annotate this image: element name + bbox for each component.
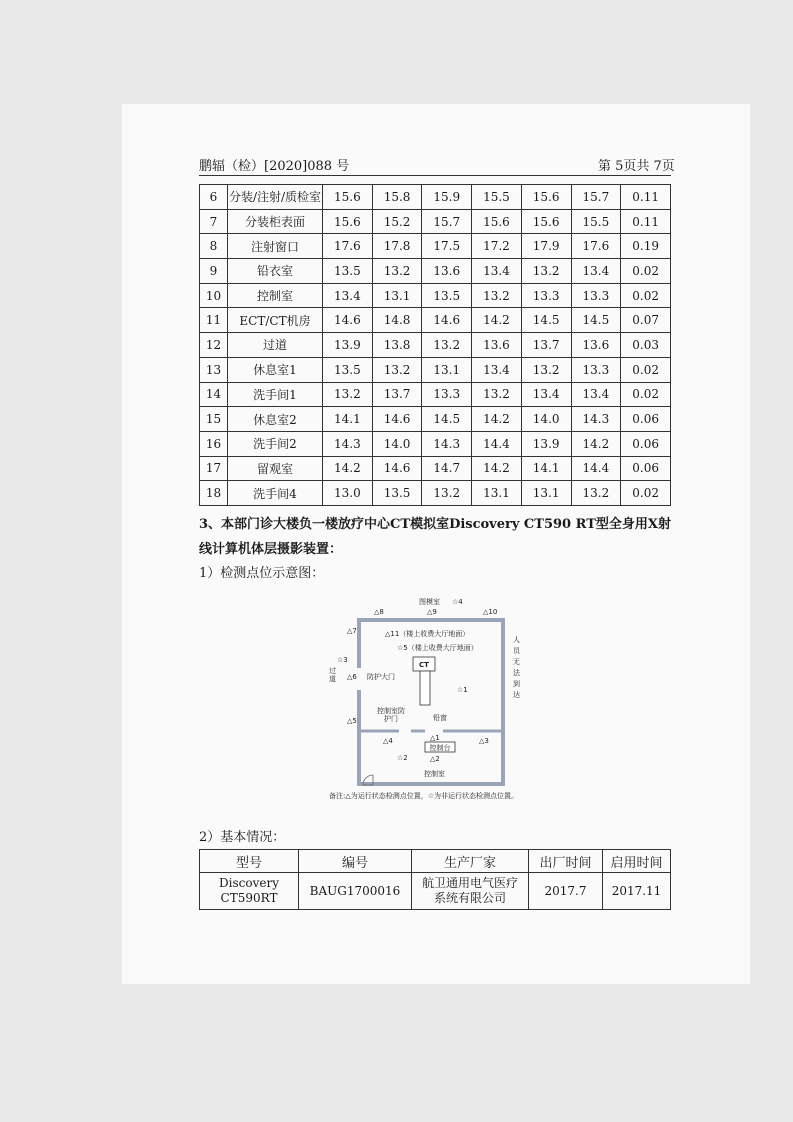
model-line-2: CT590RT (220, 891, 278, 905)
value-cell: 17.5 (422, 234, 472, 259)
cell-serial: BAUG1700016 (299, 873, 412, 910)
value-cell: 15.9 (422, 185, 472, 210)
value-cell: 13.1 (521, 481, 571, 506)
value-cell: 13.1 (372, 283, 422, 308)
point-p2: △2 (430, 755, 440, 763)
value-cell: 13.1 (472, 481, 522, 506)
value-cell: 13.3 (571, 357, 621, 382)
value-cell: 0.02 (621, 259, 671, 284)
unreachable-label: 人员无法到达 (513, 636, 520, 699)
table-row (200, 308, 671, 333)
value-cell: 14.2 (472, 308, 522, 333)
location-cell: 过道 (228, 333, 323, 358)
value-cell: 13.2 (372, 259, 422, 284)
value-cell: 17.2 (472, 234, 522, 259)
value-cell: 0.02 (621, 382, 671, 407)
point-p5: △5 (347, 717, 357, 725)
value-cell: 13.4 (571, 382, 621, 407)
location-cell: 铅衣室 (228, 259, 323, 284)
cell-model (200, 873, 299, 910)
protect-door-label: 防护大门 (367, 673, 395, 681)
row-number: 15 (200, 407, 228, 432)
value-cell: 13.2 (372, 357, 422, 382)
row-number: 18 (200, 481, 228, 506)
model-line-1: Discovery (219, 876, 279, 890)
value-cell: 13.2 (323, 382, 373, 407)
value-cell: 17.9 (521, 234, 571, 259)
value-cell: 13.8 (372, 333, 422, 358)
row-number: 16 (200, 431, 228, 456)
value-cell: 13.3 (571, 283, 621, 308)
location-cell: 分装/注射/质检室 (228, 185, 323, 210)
value-cell: 14.2 (472, 407, 522, 432)
point-p1: △1 (430, 734, 440, 742)
corridor-label: 过道 (329, 667, 336, 683)
value-cell: 14.5 (521, 308, 571, 333)
point-s5: ☆5（楼上收费大厅地面） (397, 644, 478, 652)
value-cell: 14.0 (372, 431, 422, 456)
measurement-table (199, 184, 671, 506)
value-cell: 0.07 (621, 308, 671, 333)
value-cell: 13.9 (521, 431, 571, 456)
location-cell: 注射窗口 (228, 234, 323, 259)
value-cell: 14.3 (323, 431, 373, 456)
ct-couch (420, 671, 430, 705)
header-made: 出厂时间 (529, 850, 603, 873)
top-room-label: 图模室 (419, 598, 440, 606)
value-cell: 0.02 (621, 357, 671, 382)
table-row (200, 259, 671, 284)
diagram-note: 备注:△为运行状态检测点位置，☆为非运行状态检测点位置。 (329, 792, 519, 800)
location-cell: 控制室 (228, 283, 323, 308)
value-cell: 13.1 (422, 357, 472, 382)
table-row (200, 357, 671, 382)
left-label-box (329, 667, 339, 717)
row-number: 11 (200, 308, 228, 333)
value-cell: 15.7 (422, 209, 472, 234)
value-cell: 15.6 (521, 209, 571, 234)
value-cell: 17.6 (323, 234, 373, 259)
table-row (200, 407, 671, 432)
row-number: 9 (200, 259, 228, 284)
location-cell: 留观室 (228, 456, 323, 481)
value-cell: 14.0 (521, 407, 571, 432)
value-cell: 13.2 (422, 481, 472, 506)
table-row (200, 382, 671, 407)
value-cell: 0.11 (621, 209, 671, 234)
value-cell: 14.6 (372, 407, 422, 432)
table-row (200, 481, 671, 506)
basic-header-row (200, 850, 671, 873)
header-serial: 编号 (299, 850, 412, 873)
value-cell: 14.6 (372, 456, 422, 481)
header-divider (199, 175, 671, 176)
cell-made: 2017.7 (529, 873, 603, 910)
header-maker: 生产厂家 (412, 850, 529, 873)
value-cell: 13.4 (323, 283, 373, 308)
value-cell: 15.6 (323, 209, 373, 234)
detection-point-diagram (327, 595, 557, 805)
value-cell: 13.3 (422, 382, 472, 407)
value-cell: 0.06 (621, 431, 671, 456)
lead-window-label: 铅窗 (433, 714, 447, 722)
value-cell: 13.2 (571, 481, 621, 506)
value-cell: 13.0 (323, 481, 373, 506)
basic-data-row (200, 873, 671, 910)
value-cell: 17.6 (571, 234, 621, 259)
value-cell: 14.2 (472, 456, 522, 481)
value-cell: 14.2 (323, 456, 373, 481)
value-cell: 15.5 (571, 209, 621, 234)
point-p4: △4 (383, 737, 393, 745)
value-cell: 13.4 (521, 382, 571, 407)
page-indicator: 第 5页共 7页 (598, 159, 675, 174)
value-cell: 13.2 (472, 283, 522, 308)
value-cell: 17.8 (372, 234, 422, 259)
value-cell: 13.2 (472, 382, 522, 407)
value-cell: 0.06 (621, 407, 671, 432)
location-cell: 休息室2 (228, 407, 323, 432)
value-cell: 0.03 (621, 333, 671, 358)
subsection-1-heading: 1）检测点位示意图： (199, 566, 325, 581)
point-s2: ☆2 (397, 754, 408, 762)
value-cell: 14.4 (472, 431, 522, 456)
value-cell: 14.5 (422, 407, 472, 432)
point-s3: ☆3 (337, 656, 348, 664)
point-p3: △3 (479, 737, 489, 745)
value-cell: 13.5 (422, 283, 472, 308)
control-room-label: 控制室 (424, 770, 445, 778)
value-cell: 0.02 (621, 283, 671, 308)
location-cell: 分装柜表面 (228, 209, 323, 234)
location-cell: 洗手间1 (228, 382, 323, 407)
header-model: 型号 (200, 850, 299, 873)
value-cell: 15.5 (472, 185, 522, 210)
value-cell: 13.2 (521, 259, 571, 284)
value-cell: 13.6 (472, 333, 522, 358)
table-row (200, 185, 671, 210)
table-row (200, 234, 671, 259)
location-cell: 洗手间2 (228, 431, 323, 456)
cell-enabled: 2017.11 (603, 873, 671, 910)
value-cell: 15.6 (472, 209, 522, 234)
cell-maker (412, 873, 529, 910)
value-cell: 14.3 (571, 407, 621, 432)
location-cell: ECT/CT机房 (228, 308, 323, 333)
value-cell: 14.5 (571, 308, 621, 333)
location-cell: 休息室1 (228, 357, 323, 382)
value-cell: 14.3 (422, 431, 472, 456)
value-cell: 13.5 (372, 481, 422, 506)
point-s1: ☆1 (457, 686, 468, 694)
point-p9: △9 (427, 608, 437, 616)
value-cell: 13.5 (323, 357, 373, 382)
value-cell: 15.2 (372, 209, 422, 234)
point-p10: △10 (483, 608, 498, 616)
value-cell: 13.6 (422, 259, 472, 284)
value-cell: 13.4 (472, 259, 522, 284)
protect-door-gap (357, 668, 361, 690)
row-number: 17 (200, 456, 228, 481)
control-door-label-box (374, 707, 408, 729)
value-cell: 15.6 (521, 185, 571, 210)
location-cell: 洗手间4 (228, 481, 323, 506)
value-cell: 15.7 (571, 185, 621, 210)
value-cell: 15.6 (323, 185, 373, 210)
control-door-gap (399, 729, 411, 733)
subsection-2-heading: 2）基本情况： (199, 830, 286, 845)
value-cell: 0.06 (621, 456, 671, 481)
value-cell: 14.2 (571, 431, 621, 456)
row-number: 6 (200, 185, 228, 210)
value-cell: 0.02 (621, 481, 671, 506)
point-p11: △11（楼上收费大厅地面） (385, 630, 470, 638)
table-row (200, 283, 671, 308)
row-number: 13 (200, 357, 228, 382)
row-number: 10 (200, 283, 228, 308)
table-row (200, 431, 671, 456)
value-cell: 15.8 (372, 185, 422, 210)
point-p6: △6 (347, 673, 357, 681)
value-cell: 0.19 (621, 234, 671, 259)
lead-window-gap (425, 729, 443, 733)
value-cell: 14.4 (571, 456, 621, 481)
section-3-heading: 3、本部门诊大楼负一楼放疗中心CT模拟室Discovery CT590 RT型全身用X射线计算机体层摄影装置： (199, 517, 671, 557)
value-cell: 13.3 (521, 283, 571, 308)
value-cell: 14.1 (323, 407, 373, 432)
value-cell: 13.4 (472, 357, 522, 382)
row-number: 7 (200, 209, 228, 234)
value-cell: 13.2 (521, 357, 571, 382)
row-number: 12 (200, 333, 228, 358)
table-row (200, 456, 671, 481)
table-row (200, 333, 671, 358)
row-number: 8 (200, 234, 228, 259)
point-s4: ☆4 (452, 598, 463, 606)
ct-label: CT (419, 661, 429, 669)
value-cell: 14.6 (422, 308, 472, 333)
value-cell: 13.4 (571, 259, 621, 284)
value-cell: 14.6 (323, 308, 373, 333)
value-cell: 14.7 (422, 456, 472, 481)
value-cell: 13.9 (323, 333, 373, 358)
value-cell: 13.7 (372, 382, 422, 407)
report-id: 鹏辐（检）[2020]088 号 (199, 159, 350, 174)
table-row (200, 209, 671, 234)
value-cell: 13.7 (521, 333, 571, 358)
row-number: 14 (200, 382, 228, 407)
value-cell: 13.6 (571, 333, 621, 358)
control-door-label: 控制室防护门 (377, 707, 405, 723)
point-p7: △7 (347, 627, 357, 635)
header-enabled: 启用时间 (603, 850, 671, 873)
maker-line-2: 系统有限公司 (433, 891, 506, 905)
right-label-box (513, 635, 523, 710)
value-cell: 13.5 (323, 259, 373, 284)
value-cell: 14.1 (521, 456, 571, 481)
value-cell: 13.2 (422, 333, 472, 358)
value-cell: 14.8 (372, 308, 422, 333)
point-p8: △8 (374, 608, 384, 616)
console-label: 控制台 (429, 744, 451, 752)
maker-line-1: 航卫通用电气医疗 (421, 876, 518, 890)
basic-info-table (199, 849, 671, 910)
value-cell: 0.11 (621, 185, 671, 210)
